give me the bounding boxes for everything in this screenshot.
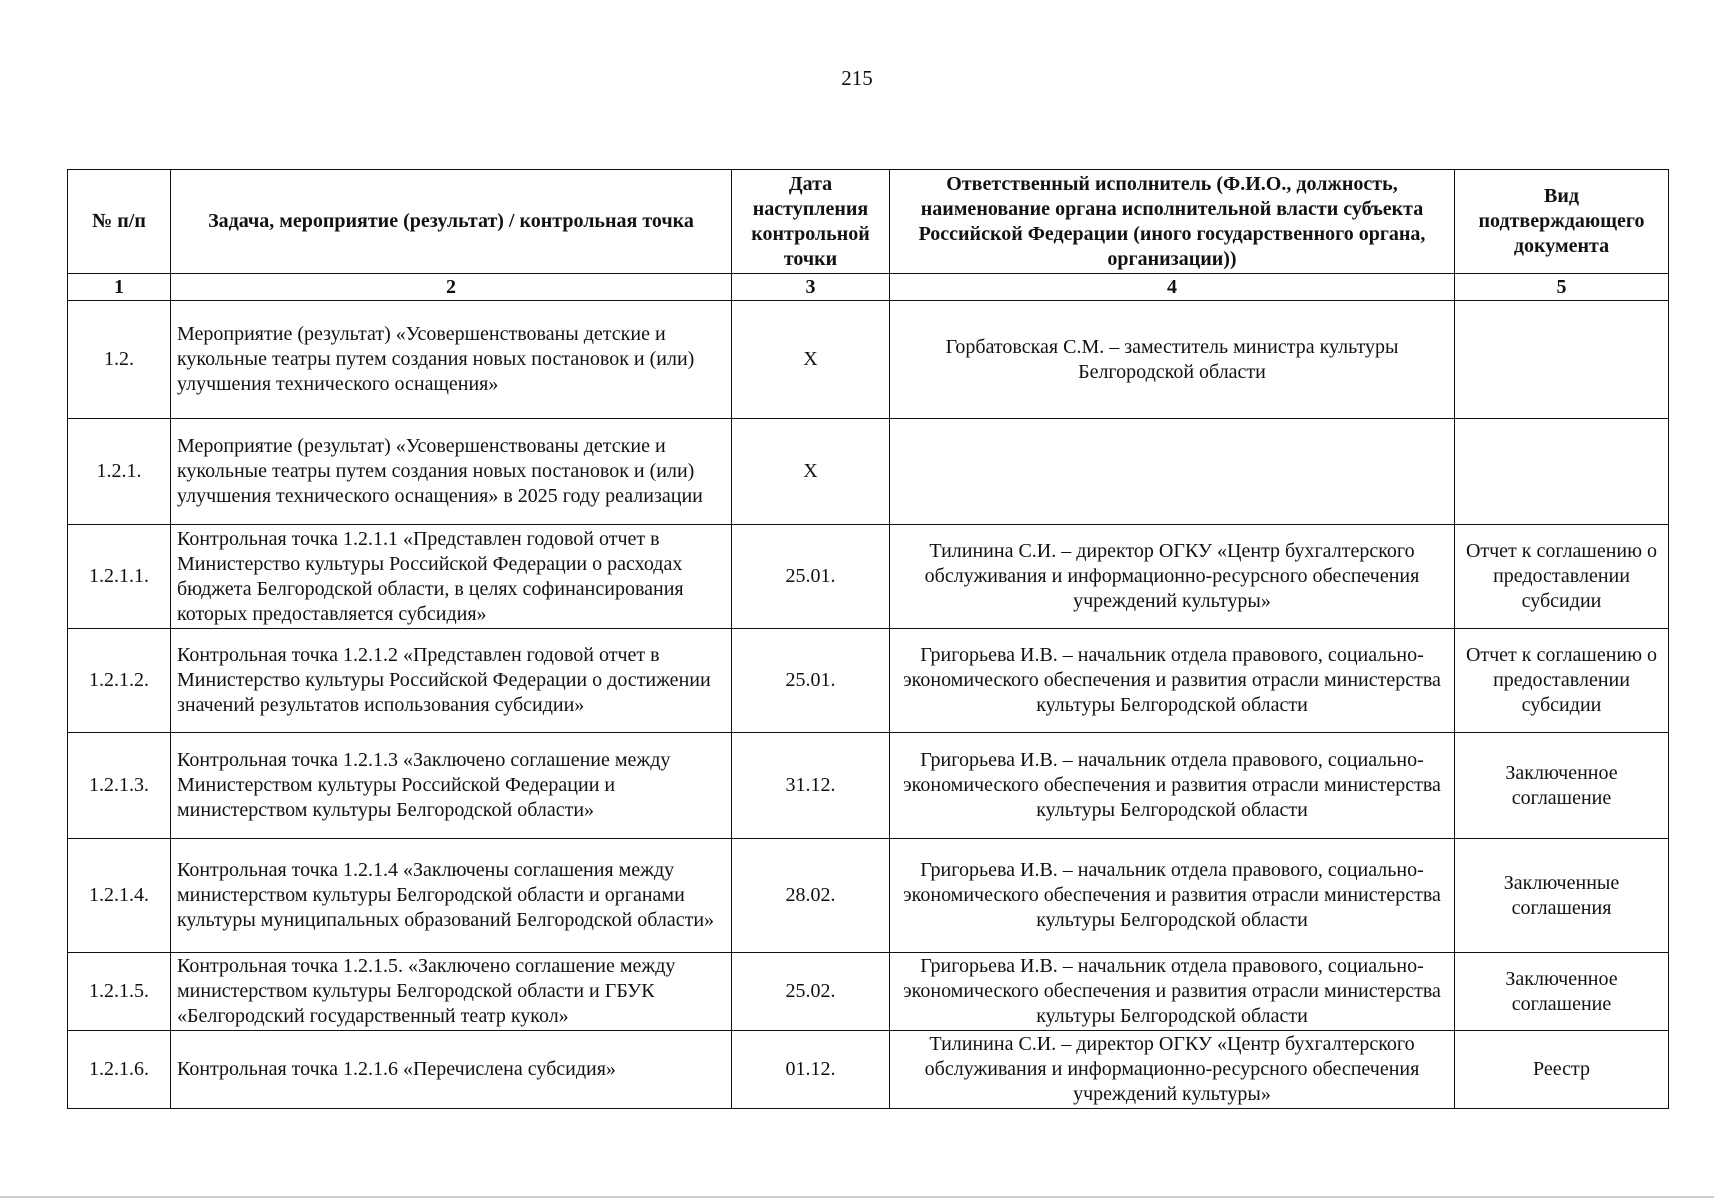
row-date: 28.02.: [732, 839, 890, 953]
row-number: 1.2.1.: [68, 419, 171, 525]
row-number: 1.2.: [68, 301, 171, 419]
row-number: 1.2.1.1.: [68, 525, 171, 629]
header-responsible: Ответственный исполнитель (Ф.И.О., должность, наименование органа исполнительной власти субъекта Российской Федерации (иного государственного органа, организации)): [890, 170, 1455, 274]
row-document: Реестр: [1455, 1031, 1669, 1109]
row-date: 25.01.: [732, 629, 890, 733]
row-number: 1.2.1.6.: [68, 1031, 171, 1109]
column-index: 3: [732, 274, 890, 301]
row-number: 1.2.1.4.: [68, 839, 171, 953]
row-responsible: Тилинина С.И. – директор ОГКУ «Центр бухгалтерского обслуживания и информационно-ресурсного обеспечения учреждений культуры»: [890, 1031, 1455, 1109]
row-task: Контрольная точка 1.2.1.2 «Представлен годовой отчет в Министерство культуры Российской Федерации о достижении значений результатов использования субсидии»: [171, 629, 732, 733]
column-index: 2: [171, 274, 732, 301]
row-date: 01.12.: [732, 1031, 890, 1109]
header-date: Дата наступления контрольной точки: [732, 170, 890, 274]
row-task: Контрольная точка 1.2.1.3 «Заключено соглашение между Министерством культуры Российской Федерации и министерством культуры Белгородской области»: [171, 733, 732, 839]
page-number: 215: [841, 66, 873, 90]
row-document: Заключенные соглашения: [1455, 839, 1669, 953]
row-document: [1455, 419, 1669, 525]
row-task: Контрольная точка 1.2.1.6 «Перечислена субсидия»: [171, 1031, 732, 1109]
table-row: [68, 419, 1669, 525]
table-row: [68, 733, 1669, 839]
header-document: Вид подтверждающего документа: [1455, 170, 1669, 274]
row-responsible: Григорьева И.В. – начальник отдела правового, социально-экономического обеспечения и развития отрасли министерства культуры Белгородской области: [890, 629, 1455, 733]
row-date: X: [732, 419, 890, 525]
header-number: № п/п: [68, 170, 171, 274]
row-date: 25.01.: [732, 525, 890, 629]
row-task: Мероприятие (результат) «Усовершенствованы детские и кукольные театры путем создания новых постановок и (или) улучшения технического оснащения» в 2025 году реализации: [171, 419, 732, 525]
row-date: 31.12.: [732, 733, 890, 839]
row-responsible: Григорьева И.В. – начальник отдела правового, социально-экономического обеспечения и развития отрасли министерства культуры Белгородской области: [890, 953, 1455, 1031]
row-task: Мероприятие (результат) «Усовершенствованы детские и кукольные театры путем создания новых постановок и (или) улучшения технического оснащения»: [171, 301, 732, 419]
row-number: 1.2.1.3.: [68, 733, 171, 839]
row-document: [1455, 301, 1669, 419]
page-bottom-edge: [0, 1196, 1714, 1198]
header-task: Задача, мероприятие (результат) / контрольная точка: [171, 170, 732, 274]
table-row: [68, 839, 1669, 953]
table-row: [68, 525, 1669, 629]
row-document: Заключенное соглашение: [1455, 733, 1669, 839]
row-task: Контрольная точка 1.2.1.5. «Заключено соглашение между министерством культуры Белгородской области и ГБУК «Белгородский государственный театр кукол»: [171, 953, 732, 1031]
column-index: 5: [1455, 274, 1669, 301]
row-responsible: Тилинина С.И. – директор ОГКУ «Центр бухгалтерского обслуживания и информационно-ресурсного обеспечения учреждений культуры»: [890, 525, 1455, 629]
row-document: Заключенное соглашение: [1455, 953, 1669, 1031]
table-row: [68, 301, 1669, 419]
table-header-row: [68, 170, 1669, 274]
row-responsible: Горбатовская С.М. – заместитель министра культуры Белгородской области: [890, 301, 1455, 419]
row-responsible: Григорьева И.В. – начальник отдела правового, социально-экономического обеспечения и развития отрасли министерства культуры Белгородской области: [890, 733, 1455, 839]
row-responsible: Григорьева И.В. – начальник отдела правового, социально-экономического обеспечения и развития отрасли министерства культуры Белгородской области: [890, 839, 1455, 953]
row-responsible: [890, 419, 1455, 525]
column-index: 1: [68, 274, 171, 301]
table-row: [68, 1031, 1669, 1109]
row-number: 1.2.1.2.: [68, 629, 171, 733]
row-date: 25.02.: [732, 953, 890, 1031]
row-task: Контрольная точка 1.2.1.4 «Заключены соглашения между министерством культуры Белгородской области и органами культуры муниципальных образований Белгородской области»: [171, 839, 732, 953]
table-row: [68, 953, 1669, 1031]
row-task: Контрольная точка 1.2.1.1 «Представлен годовой отчет в Министерство культуры Российской Федерации о расходах бюджета Белгородской области, в целях софинансирования которых предоставляется субсидия»: [171, 525, 732, 629]
row-number: 1.2.1.5.: [68, 953, 171, 1031]
row-document: Отчет к соглашению о предоставлении субсидии: [1455, 629, 1669, 733]
column-index: 4: [890, 274, 1455, 301]
row-document: Отчет к соглашению о предоставлении субсидии: [1455, 525, 1669, 629]
control-points-table: [67, 169, 1669, 1109]
row-date: X: [732, 301, 890, 419]
column-index-row: [68, 274, 1669, 301]
table-row: [68, 629, 1669, 733]
